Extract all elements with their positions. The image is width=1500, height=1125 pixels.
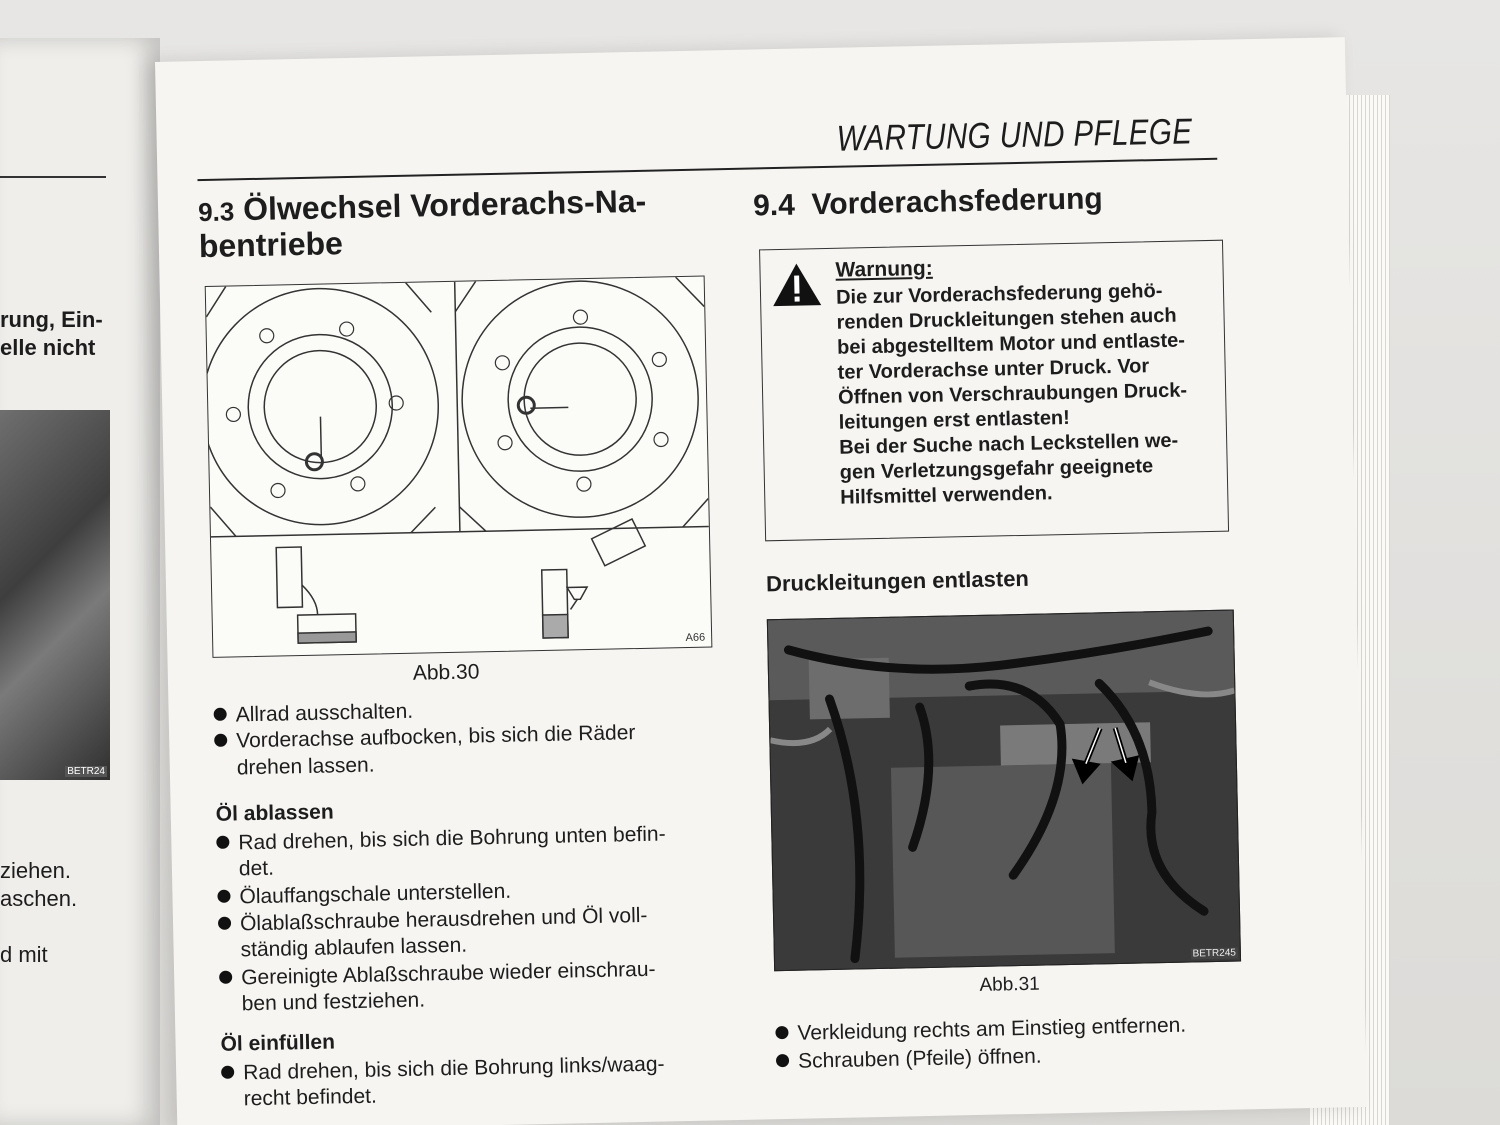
warning-text-line: Öffnen von Verschraubungen Druck-: [837, 379, 1188, 409]
bullet-icon: [217, 890, 230, 903]
list-item-continuation: recht befindet.: [243, 1084, 378, 1111]
figure-31-engine-photo: [767, 610, 1241, 972]
list-item: Vorderachse aufbocken, bis sich die Räder: [214, 720, 636, 755]
warning-text-line: ter Vorderachse unter Druck. Vor: [837, 355, 1150, 384]
figure-30-caption: Abb.30: [412, 660, 480, 685]
section-title: Vorderachsfederung: [811, 182, 1103, 222]
bullet-icon: [214, 708, 227, 721]
figure-31-caption: Abb.31: [979, 973, 1040, 996]
header-rule: [197, 158, 1217, 181]
section-heading-9-4: [753, 180, 1103, 225]
warning-title: Warnung:: [835, 256, 933, 282]
list-item-continuation: ständig ablaufen lassen.: [240, 933, 468, 962]
figure-30-tag: A66: [685, 631, 706, 645]
list-item: Ölauffangschale unterstellen.: [217, 879, 511, 911]
list-item-continuation: drehen lassen.: [236, 753, 375, 780]
left-page: [0, 38, 160, 1125]
bullet-icon: [221, 1066, 234, 1079]
bullet-icon: [775, 1026, 788, 1039]
left-page-text-line: rung, Ein-: [0, 307, 103, 332]
bullet-icon: [776, 1054, 789, 1067]
bullet-icon: [219, 971, 232, 984]
warning-triangle-icon: [770, 261, 823, 308]
warning-text-line: leitungen erst entlasten!: [838, 406, 1071, 434]
list-item: Rad drehen, bis sich die Bohrung links/waag-: [221, 1052, 665, 1087]
left-page-text-line: elle nicht: [0, 335, 96, 360]
running-head: WARTUNG UND PFLEGE: [836, 110, 1193, 159]
warning-text-line: renden Druckleitungen stehen auch: [836, 304, 1177, 334]
subheading-oil-fill: Öl einfüllen: [220, 1030, 336, 1056]
left-page-text-line: ziehen.: [0, 858, 71, 883]
figure-31-tag: BETR245: [1192, 947, 1237, 960]
left-page-text-line: d mit: [0, 942, 48, 967]
figure-30-diagram: [205, 276, 713, 658]
list-item: Rad drehen, bis sich die Bohrung unten befin-: [216, 821, 666, 856]
warning-text-line: Bei der Suche nach Leckstellen we-: [838, 429, 1179, 459]
left-page-rule: [0, 176, 106, 178]
list-item: Gereinigte Ablaßschraube wieder einschrau-: [219, 957, 656, 992]
left-photo-tag: BETR24: [67, 766, 105, 777]
list-item: Allrad ausschalten.: [213, 699, 413, 729]
wheel-hub-diagram: [206, 277, 712, 657]
left-page-photo: [0, 410, 110, 780]
list-item-continuation: ben und festziehen.: [241, 988, 426, 1016]
section-heading-9-3: [198, 182, 647, 231]
section-number: 9.4: [752, 188, 796, 223]
bullet-icon: [216, 836, 229, 849]
warning-text-line: Die zur Vorderachsfederung gehö-: [835, 279, 1163, 309]
bullet-icon: [218, 917, 231, 930]
list-item: Schrauben (Pfeile) öffnen.: [776, 1044, 1042, 1076]
list-item: Verkleidung rechts am Einstieg entfernen.: [775, 1013, 1186, 1048]
section-title-line1: Ölwechsel Vorderachs-Na-: [242, 182, 647, 228]
right-page: [155, 37, 1367, 1125]
section-number: 9.3: [197, 196, 235, 228]
list-item: Ölablaßschraube herausdrehen und Öl voll-: [218, 903, 648, 938]
section-title-line2: bentriebe: [198, 225, 344, 265]
warning-text-line: gen Verletzungsgefahr geeignete: [839, 455, 1154, 484]
warning-text-line: bei abgestelltem Motor und entlaste-: [836, 329, 1186, 359]
left-page-text-line: aschen.: [0, 886, 78, 911]
subheading-oil-drain: Öl ablassen: [215, 800, 334, 826]
engine-photo-illustration: [768, 611, 1240, 971]
bullet-icon: [214, 734, 227, 747]
list-item-continuation: det.: [238, 856, 275, 881]
warning-text-line: Hilfsmittel verwenden.: [840, 482, 1053, 509]
warning-box: [759, 240, 1229, 542]
subheading-relieve-pressure-lines: Druckleitungen entlasten: [765, 565, 1030, 597]
